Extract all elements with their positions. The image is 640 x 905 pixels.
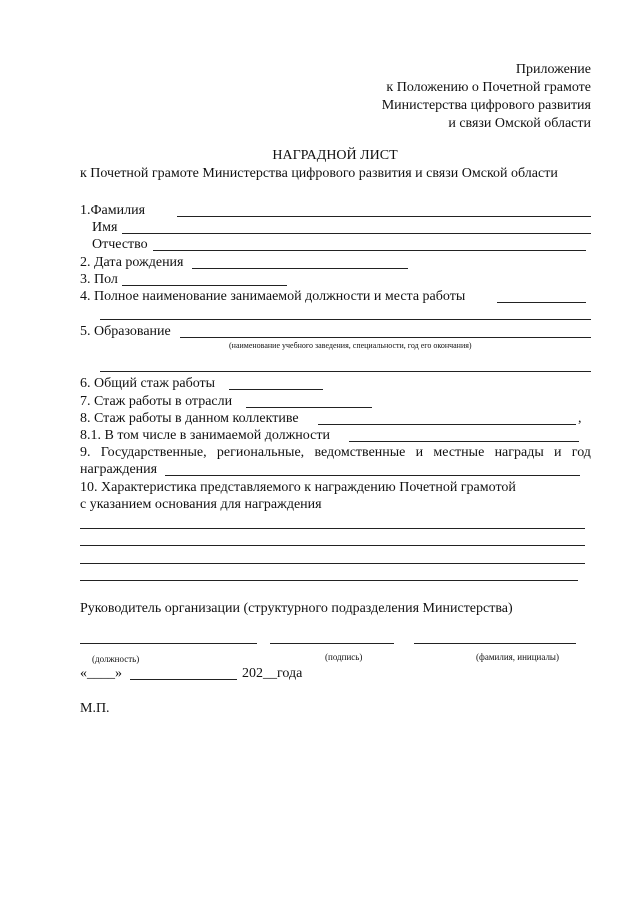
year-field[interactable]: __ [263, 666, 277, 681]
position-label: 4. Полное наименование занимаемой должности и места работы [80, 289, 466, 304]
position-caption: (должность) [92, 654, 140, 664]
sex-label: 3. Пол [80, 272, 118, 287]
surname-field[interactable] [177, 216, 591, 217]
position-field[interactable] [497, 302, 586, 303]
awards-word: 9. [80, 445, 91, 460]
education-label: 5. Образование [80, 324, 171, 339]
position-experience-field[interactable] [349, 441, 579, 442]
appendix-line-1: Приложение [515, 62, 591, 77]
characteristic-field-line-3[interactable] [80, 563, 585, 564]
awards-word: Государственные, [100, 445, 207, 460]
awards-word: награды [494, 445, 544, 460]
industry-experience-field[interactable] [246, 407, 372, 408]
team-experience-comma: , [578, 411, 582, 426]
awards-label-line-2: награждения [80, 462, 158, 477]
date-line [80, 666, 122, 682]
signature-head-label: Руководитель организации (структурного подразделения Министерства) [80, 601, 513, 616]
awards-word: региональные, [216, 445, 305, 460]
characteristic-label: 10. Характеристика представляемого к награждению Почетной грамотой [80, 480, 516, 495]
characteristic-field-line-4[interactable] [80, 580, 578, 581]
name-label: Имя [92, 220, 118, 235]
signature-position-field[interactable] [80, 643, 257, 644]
year-line [242, 666, 302, 682]
appendix-line-3: Министерства цифрового развития [381, 98, 591, 113]
awards-word: и [415, 445, 424, 460]
total-experience-field[interactable] [229, 389, 323, 390]
surname-label: 1.Фамилия [80, 203, 146, 218]
education-field-line-2[interactable] [100, 371, 591, 372]
birth-date-label: 2. Дата рождения [80, 255, 184, 270]
page-subtitle: к Почетной грамоте Министерства цифрового развития и связи Омской области [80, 166, 558, 181]
characteristic-label-line-2: с указанием основания для награждения [80, 497, 322, 512]
appendix-line-4: и связи Омской области [448, 116, 591, 131]
patronymic-label: Отчество [92, 237, 148, 252]
signature-name-field[interactable] [414, 643, 576, 644]
team-experience-field[interactable] [318, 424, 576, 425]
position-experience-label: 8.1. В том числе в занимаемой должности [80, 428, 330, 443]
date-open-quote: « [80, 666, 87, 681]
date-month-field[interactable] [130, 679, 237, 680]
page-title: НАГРАДНОЙ ЛИСТ [272, 148, 398, 163]
awards-label [80, 445, 591, 461]
signature-sign-field[interactable] [270, 643, 394, 644]
awards-word: и [554, 445, 562, 460]
awards-word: ведомственные [314, 445, 406, 460]
birth-date-field[interactable] [192, 268, 408, 269]
total-experience-label: 6. Общий стаж работы [80, 376, 216, 391]
appendix-line-2: к Положению о Почетной грамоте [386, 80, 591, 95]
date-close-quote: » [115, 666, 122, 681]
education-hint: (наименование учебного заведения, специальности, год его окончания) [229, 341, 472, 350]
patronymic-field[interactable] [153, 250, 586, 251]
date-day-field[interactable]: ____ [87, 666, 115, 681]
year-prefix: 202 [242, 666, 263, 681]
awards-field[interactable] [165, 475, 580, 476]
sex-field[interactable] [122, 285, 287, 286]
position-field-line-2[interactable] [100, 319, 591, 320]
name-caption: (фамилия, инициалы) [476, 652, 559, 662]
year-suffix: года [277, 666, 303, 681]
stamp-label: М.П. [80, 701, 110, 716]
signature-caption: (подпись) [325, 652, 363, 662]
name-field[interactable] [122, 233, 591, 234]
awards-word: местные [433, 445, 485, 460]
awards-word: год [571, 445, 591, 460]
characteristic-field-line-2[interactable] [80, 545, 585, 546]
education-field[interactable] [180, 337, 591, 338]
team-experience-label: 8. Стаж работы в данном коллективе [80, 411, 299, 426]
characteristic-field-line-1[interactable] [80, 528, 585, 529]
industry-experience-label: 7. Стаж работы в отрасли [80, 394, 233, 409]
